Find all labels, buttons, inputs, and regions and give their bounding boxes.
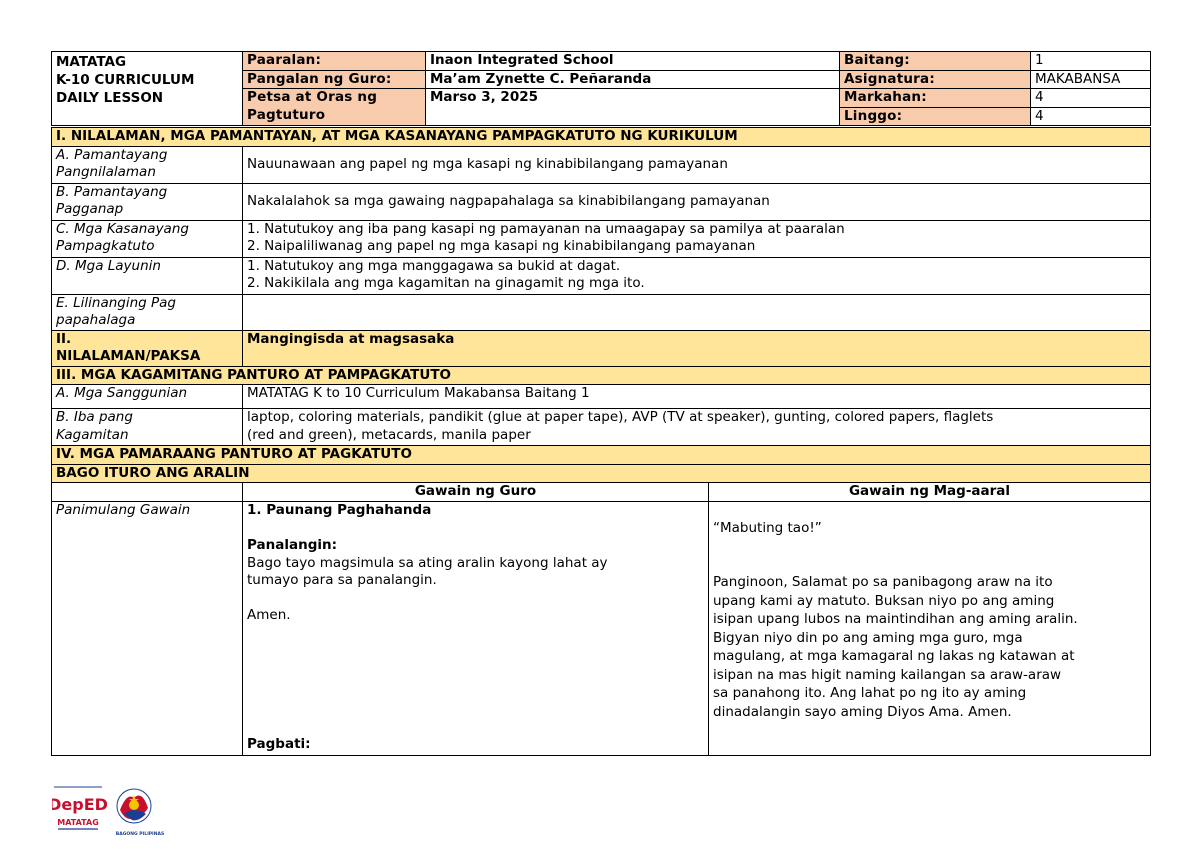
svg-text:BAGONG PILIPINAS: BAGONG PILIPINAS bbox=[115, 832, 165, 837]
section-3-heading: III. MGA KAGAMITANG PANTURO AT PAMPAGKATUTO bbox=[52, 366, 1151, 385]
pagbati-heading: Pagbati: bbox=[247, 736, 311, 752]
value-line: 1. Natutukoy ang mga manggagawa sa bukid at dagat. bbox=[247, 257, 621, 274]
mga-layunin-label bbox=[52, 257, 243, 294]
panalangin-text: Bago tayo magsimula sa ating aralin kayong lahat ay bbox=[247, 554, 608, 571]
label-line: B. Pamantayang bbox=[56, 183, 168, 200]
pamantayang-pangnilalaman-label bbox=[52, 146, 243, 183]
title-line-3: DAILY LESSON bbox=[56, 90, 164, 106]
lesson-table bbox=[51, 127, 1151, 756]
prayer-line: Panginoon, Salamat po sa panibagong araw na ito bbox=[713, 574, 1053, 590]
logos-graphic bbox=[52, 784, 172, 840]
asignatura-value: MAKABANSA bbox=[1031, 70, 1151, 89]
sanggunian-value: MATATAG K to 10 Curriculum Makabansa Baitang 1 bbox=[243, 385, 1151, 409]
petsa-value: Marso 3, 2025 bbox=[426, 89, 840, 126]
panalangin-text: tumayo para sa panalangin. bbox=[247, 572, 437, 588]
label-line: II. bbox=[56, 330, 72, 347]
kasanayang-pampagkatuto-value bbox=[243, 220, 1151, 257]
lilinanging-pagpapahalaga-label bbox=[52, 294, 243, 330]
prayer-line: upang kami ay matuto. Buksan niyo po ang aming bbox=[713, 592, 1055, 609]
column-header-guro: Gawain ng Guro bbox=[243, 483, 709, 502]
value-line: 1. Natutukoy ang iba pang kasapi ng pamayanan na umaagapay sa pamilya at paaralan bbox=[247, 220, 845, 237]
label-line: papahalaga bbox=[56, 312, 136, 328]
deped-logo bbox=[52, 787, 108, 829]
value-line: (red and green), metacards, manila paper bbox=[247, 426, 531, 443]
label-line: E. Lilinanging Pag bbox=[56, 294, 176, 311]
paaralan-value: Inaon Integrated School bbox=[426, 52, 840, 71]
prayer-line: sa panahong ito. Ang lahat po ng ito ay aming bbox=[713, 685, 1027, 701]
value-line: laptop, coloring materials, pandikit (glue at paper tape), AVP (TV at speaker), gunting, colored papers, flaglets bbox=[247, 409, 994, 425]
paunang-paghahanda-heading: 1. Paunang Paghahanda bbox=[247, 501, 432, 518]
petsa-label bbox=[243, 89, 426, 126]
iba-pang-kagamitan-label bbox=[52, 409, 243, 446]
lilinanging-pagpapahalaga-value bbox=[243, 294, 1151, 330]
pamantayang-pangnilalaman-value: Nauunawaan ang papel ng mga kasapi ng kinabibilangang pamayanan bbox=[243, 146, 1151, 183]
prayer-line: dinadalangin sayo aming Diyos Ama. Amen. bbox=[713, 703, 1012, 720]
footer-logos bbox=[52, 784, 172, 840]
asignatura-label: Asignatura: bbox=[840, 70, 1031, 89]
linggo-value: 4 bbox=[1031, 107, 1151, 126]
value-line: 2. Nakikilala ang mga kagamitan na ginagamit ng mga ito. bbox=[247, 275, 645, 291]
petsa-label-line-1: Petsa at Oras ng bbox=[247, 89, 378, 105]
title-line-1: MATATAG bbox=[56, 54, 127, 70]
panalangin-heading: Panalangin: bbox=[247, 537, 338, 553]
guro-label: Pangalan ng Guro: bbox=[243, 70, 426, 89]
markahan-value: 4 bbox=[1031, 89, 1151, 108]
mga-layunin-value bbox=[243, 257, 1151, 294]
label-line: A. Pamantayang bbox=[56, 146, 168, 163]
gawain-magaaral-cell bbox=[709, 501, 1151, 755]
baitang-label: Baitang: bbox=[840, 52, 1031, 71]
label-line: NILALAMAN/PAKSA bbox=[56, 348, 201, 364]
section-2-value: Mangingisda at magsasaka bbox=[243, 330, 1151, 366]
label-line: Pangnilalaman bbox=[56, 164, 156, 180]
prayer-line: magulang, at mga kamagaral ng lakas ng katawan at bbox=[713, 648, 1075, 664]
kasanayang-pampagkatuto-label bbox=[52, 220, 243, 257]
label-line: Pagganap bbox=[56, 201, 124, 217]
panimulang-gawain-label: Panimulang Gawain bbox=[52, 501, 243, 755]
header-table bbox=[51, 51, 1151, 126]
section-2-label bbox=[52, 330, 243, 366]
section-4-subheading: BAGO ITURO ANG ARALIN bbox=[52, 464, 1151, 483]
sanggunian-label: A. Mga Sanggunian bbox=[52, 385, 243, 409]
mabuting-tao-reply: “Mabuting tao!” bbox=[713, 519, 822, 536]
label-line: B. Iba pang bbox=[56, 409, 133, 425]
baitang-value: 1 bbox=[1031, 52, 1151, 71]
amen-text: Amen. bbox=[247, 606, 291, 623]
iba-pang-kagamitan-value bbox=[243, 409, 1151, 446]
section-1-heading: I. NILALAMAN, MGA PAMANTAYAN, AT MGA KASANAYANG PAMPAGKATUTO NG KURIKULUM bbox=[52, 128, 1151, 147]
label-line: Pampagkatuto bbox=[56, 238, 155, 254]
title-line-2: K-10 CURRICULUM bbox=[56, 72, 195, 88]
pamantayang-pagganap-label bbox=[52, 183, 243, 220]
linggo-label: Linggo: bbox=[840, 107, 1031, 126]
column-header-magaaral: Gawain ng Mag-aaral bbox=[709, 483, 1151, 502]
prayer-line: isipan na mas higit naming kailangan sa araw-araw bbox=[713, 666, 1062, 683]
section-4-heading: IV. MGA PAMARAANG PANTURO AT PAGKATUTO bbox=[52, 446, 1151, 465]
paaralan-label: Paaralan: bbox=[243, 52, 426, 71]
value-line: 2. Naipaliliwanag ang papel ng mga kasapi ng kinabibilangang pamayanan bbox=[247, 238, 756, 254]
prayer-line: isipan upang lubos na maintindihan ang aming aralin. bbox=[713, 611, 1078, 627]
svg-text:DepED: DepED bbox=[52, 795, 108, 814]
guro-value: Ma’am Zynette C. Peñaranda bbox=[426, 70, 840, 89]
prayer-line: Bigyan niyo din po ang aming mga guro, mga bbox=[713, 629, 1023, 646]
markahan-label: Markahan: bbox=[840, 89, 1031, 108]
petsa-label-line-2: Pagtuturo bbox=[247, 106, 326, 123]
svg-text:MATATAG: MATATAG bbox=[57, 818, 99, 827]
column-header-blank bbox=[52, 483, 243, 502]
document-title bbox=[52, 52, 243, 126]
label-line: D. Mga Layunin bbox=[56, 257, 161, 274]
label-line: Kagamitan bbox=[56, 426, 129, 443]
pamantayang-pagganap-value: Nakalalahok sa mga gawaing nagpapahalaga sa kinabibilangang pamayanan bbox=[243, 183, 1151, 220]
bagong-pilipinas-logo bbox=[116, 789, 164, 837]
gawain-guro-cell bbox=[243, 501, 709, 755]
label-line: C. Mga Kasanayang bbox=[56, 220, 189, 237]
